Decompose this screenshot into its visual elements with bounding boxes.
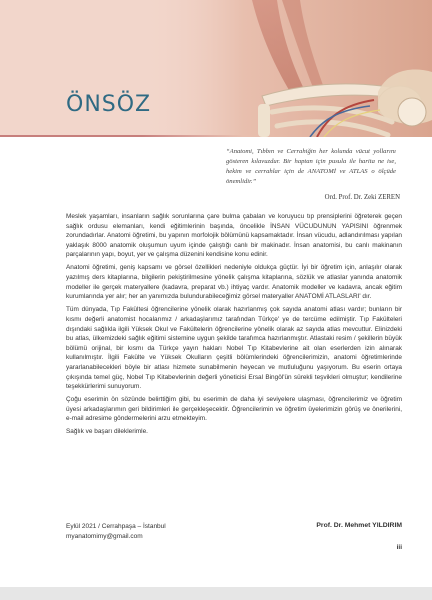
paragraph: Tüm dünyada, Tıp Fakültesi öğrencilerine yönelik olarak hazırlanmış çok sayıda anatomi atlası vardır; bunların bir kısmı değerli anatomist hocalarımız / arkadaşlarımız tarafından Türkçe' ye de tercüme edilmiştir. Tıp Fakülteleri dışındaki sağlıkla ilgili Yüksek Okul ve Fakültelerin öğrencilerine yönelik olarak az sayıda atlas mevcuttur. Elinizdeki bu atlas, ülkemizdeki sağlık eğitimi sistemine uygun şekilde tarafımca hazırlanmıştır. Atlastaki resim / şekillerin büyük bölümü orijinal, bir kısmı da Türkçe yayın hakları Nobel Tıp Kitabevlerine ait olan eserlerden izin alınarak kullanılmıştır. İlgili Fakülte ve Yüksek Okulların çeşitli bölümlerindeki öğrencilerimizin, anatomi öğretimlerinde yararlanabilecekleri böyle bir atlası hizmete sunabilmenin heyecan ve mutluluğunu yaşıyorum. Bu eserin ortaya çıkışında temel güç, Nobel Tıp Kitabevlerinin değerli yöneticisi Ersal Bingöl'ün sürekli teşvikleri olmuştur; kendilerine teşekkürlerimi sunuyorum. <box>66 306 402 391</box>
header-band <box>0 0 432 137</box>
footer-info <box>66 522 166 542</box>
page-number: iii <box>396 544 402 551</box>
page-bottom-edge <box>0 587 432 600</box>
shoulder-anatomy-illustration <box>142 0 432 137</box>
paragraph: Çoğu eserimin ön sözünde belirttiğim gibi, bu eserimin de daha iyi seviyelere ulaşması, öğrencilerimiz ve öğretim üyesi arkadaşlarımın geri bildirimleri ile gerçekleşecektir. Öğrencilerimin ve öğretim üyelerimizin görüş ve önerilerini, e-mail adresime göndermelerini arzu etmekteyim. <box>66 396 402 423</box>
author-signature: Prof. Dr. Mehmet YILDIRIM <box>316 522 402 529</box>
date-place: Eylül 2021 / Cerrahpaşa – İstanbul <box>66 523 166 530</box>
author-email: myanatomimy@gmail.com <box>66 532 143 540</box>
paragraph: Meslek yaşamları, insanların sağlık sorunlarına çare bulma çabaları ve koruyucu tıp prensiplerini öğreterek geçen sağlık ordusu elemanları, kendi eğitimlerinin başında, öncelikle İNSAN VÜCUDUNUN YAPISINI öğrenmek zorundadırlar. Anatomi öğretimi, bu yapının morfolojik bölümünü kapsamaktadır. İnsan vücudu, adlandırılması yapılan yaklaşık 8000 anatomik oluşumun uyum içinde çalıştığı canlı bir makinadır. İnsan anatomisi, bu canlı makinanın parçalarının yapı, boyut, yer ve çalışma düzenini kendisine konu edinir. <box>66 213 402 259</box>
epigraph-quote: “Anatomi, Tıbbın ve Cerrahiğin her kolunda vücut yollarını gösteren kılavuzdur. Bir haptan için pusula ile harita ne ise, hekim ve cerrahlar için de ANATOMİ ve ATLAS o ölçüde önemlidir.” <box>226 148 396 185</box>
page-title: ÖNSÖZ <box>66 92 152 117</box>
paragraph: Anatomi öğretimi, geniş kapsamı ve görsel özellikleri nedeniyle oldukça güçtür. İyi bir öğretim için, anlaşılır olarak yazılmış ders kitaplarına, bilgilerin pekiştirilmesine yönelik çalışma kitaplarına, sözlük ve atlaslar yanında anatomik modeller ile gerçek materyallere (kadavra, preparat vb.) ihtiyaç vardır. Anatomik modeller ve kadavra, ancak eğitim kurumlarında yer alır; her an yanımızda bulundurabileceğimiz görsel materyaller ANATOMİ ATLASLARI' dır. <box>66 264 402 301</box>
preface-body <box>66 212 402 441</box>
epigraph-author: Ord. Prof. Dr. Zeki ZEREN <box>324 194 400 201</box>
paragraph: Sağlık ve başarı dileklerimle. <box>66 428 148 436</box>
